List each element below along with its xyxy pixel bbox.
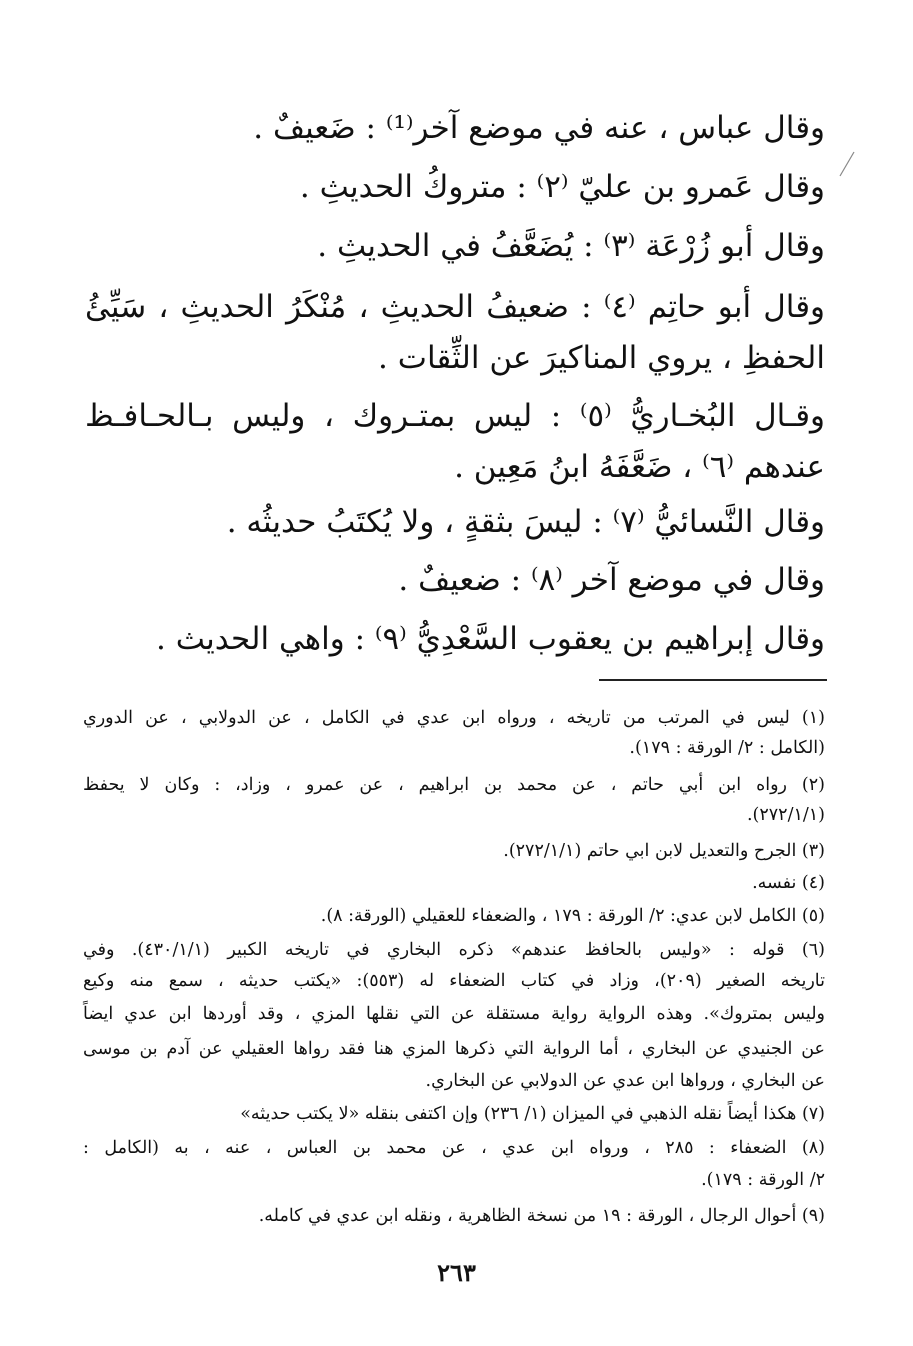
footnote-line-9: تاريخه الصغير (٢٠٩)، وزاد في كتاب الضعفاء له (٥٥٣): «يكتب حديثه ، سمع منه وكيع bbox=[83, 971, 825, 991]
footnote-line-16: (٩) أحوال الرجال ، الورقة : ١٩ من نسخة الظاهرية ، ونقله ابن عدي في كامله. bbox=[258, 1206, 825, 1226]
text-line-1: وقال عباس ، عنه في موضع آخر⁽¹⁾ : ضَعيفٌ . bbox=[253, 110, 825, 146]
footnote-line-3: (٢) رواه ابن أبي حاتم ، عن محمد بن ابراهيم ، عن عمرو ، وزاد، : وكان لا يحفظ bbox=[83, 775, 825, 795]
pen-stroke-mark bbox=[836, 150, 858, 178]
text-line-6: وقـال البُخـاريُّ ⁽٥⁾ : ليس بمتـروك ، وليس بـالحـافـظ bbox=[85, 398, 825, 434]
text-line-7: عندهم ⁽٦⁾ ، ضَعَّفَهُ ابنُ مَعِين . bbox=[454, 449, 825, 485]
text-line-2: وقال عَمرو بن عليّ ⁽٢⁾ : متروكُ الحديثِ . bbox=[299, 169, 825, 205]
footnote-separator bbox=[599, 679, 827, 681]
footnote-line-5: (٣) الجرح والتعديل لابن ابي حاتم (٢٧٢/١/١). bbox=[503, 841, 825, 861]
footnote-line-12: عن البخاري ، ورواها ابن عدي عن الدولابي عن البخاري. bbox=[425, 1071, 825, 1091]
text-line-5: الحفظِ ، يروي المناكيرَ عن الثِّقات . bbox=[378, 340, 825, 376]
footnote-line-14: (٨) الضعفاء : ٢٨٥ ، ورواه ابن عدي ، عن محمد بن العباس ، عنه ، به (الكامل : bbox=[83, 1138, 825, 1158]
text-line-10: وقال إبراهيم بن يعقوب السَّعْدِيُّ ⁽٩⁾ : واهي الحديث . bbox=[156, 621, 825, 657]
footnote-line-13: (٧) هكذا أيضاً نقله الذهبي في الميزان (١/ ٢٣٦) وإن اكتفى بنقله «لا يكتب حديثه» bbox=[240, 1104, 825, 1124]
footnote-line-15: ٢/ الورقة : ١٧٩). bbox=[701, 1170, 825, 1190]
footnote-line-1: (١) ليس في المرتب من تاريخه ، ورواه ابن عدي في الكامل ، عن الدولابي ، عن الدوري bbox=[83, 708, 825, 728]
footnote-line-11: عن الجنيدي عن البخاري ، أما الرواية التي ذكرها المزي هنا فقد رواها العقيلي عن آدم بن موسى bbox=[83, 1039, 825, 1059]
text-line-4: وقال أبو حاتِم ⁽٤⁾ : ضعيفُ الحديثِ ، مُنْكَرُ الحديثِ ، سَيِّئُ bbox=[85, 289, 825, 325]
footnote-line-6: (٤) نفسه. bbox=[752, 873, 825, 893]
footnote-line-4: (٢٧٢/١/١). bbox=[746, 805, 825, 825]
footnote-line-7: (٥) الكامل لابن عدي: ٢/ الورقة : ١٧٩ ، والضعفاء للعقيلي (الورقة: ٨). bbox=[320, 906, 825, 926]
text-line-3: وقال أبو زُرْعَة ⁽٣⁾ : يُضَعَّفُ في الحديثِ . bbox=[317, 228, 825, 264]
footnote-line-10: وليس بمتروك». وهذه الرواية رواية مستقلة عن التي نقلها المزي ، وقد أوردها ابن عدي ايضاً bbox=[83, 1004, 825, 1024]
text-line-8: وقال النَّسائيُّ ⁽٧⁾ : ليسَ بثقةٍ ، ولا يُكتَبُ حديثُه . bbox=[226, 504, 825, 540]
page-number: ٢٦٣ bbox=[437, 1258, 476, 1287]
footnote-line-2: (الكامل : ٢/ الورقة : ١٧٩). bbox=[629, 738, 825, 758]
text-line-9: وقال في موضع آخر ⁽٨⁾ : ضعيفٌ . bbox=[398, 562, 825, 598]
footnote-line-8: (٦) قوله : «وليس بالحافظ عندهم» ذكره البخاري في تاريخه الكبير (٤٣٠/١/١). وفي bbox=[83, 940, 825, 960]
